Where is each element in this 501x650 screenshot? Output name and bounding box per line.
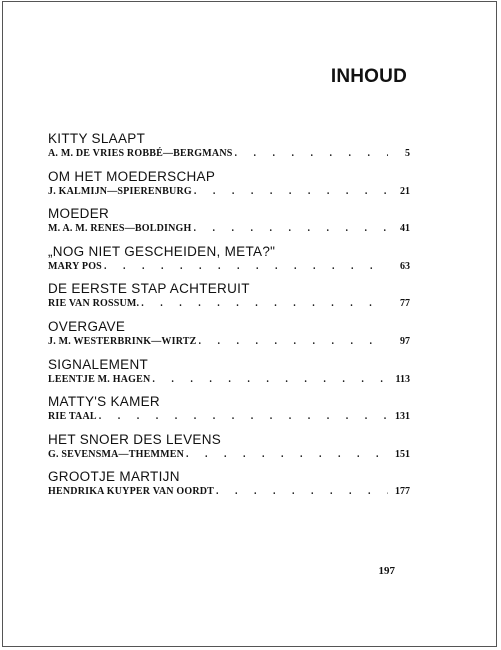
entry-page-number: 5 — [405, 148, 410, 159]
entry-page-number: 177 — [395, 486, 410, 498]
entry-page-number: 41 — [400, 223, 410, 235]
toc-entry — [48, 244, 410, 282]
entry-line — [48, 410, 410, 424]
toc-entry — [48, 281, 410, 319]
toc-entry — [48, 319, 410, 357]
entry-title: OVERGAVE — [48, 318, 126, 334]
entry-line — [48, 185, 410, 199]
entry-page-number: 63 — [400, 260, 410, 272]
table-of-contents — [48, 131, 410, 507]
dot-leader — [235, 147, 388, 161]
entry-line — [48, 335, 410, 349]
dot-leader — [99, 410, 388, 424]
toc-entry — [48, 206, 410, 244]
entry-title: KITTY SLAAPT — [48, 131, 146, 146]
entry-line — [48, 297, 410, 311]
entry-page-number: 97 — [400, 335, 410, 347]
toc-entry — [48, 169, 410, 207]
entry-author: RIE TAAL — [48, 411, 97, 423]
entry-author: J. KALMIJN—SPIERENBURG — [48, 185, 192, 197]
folio-page-number: 197 — [378, 565, 395, 577]
entry-author: MARY POS — [48, 260, 102, 272]
entry-line — [48, 260, 410, 274]
entry-line — [48, 222, 410, 236]
entry-line — [48, 147, 410, 161]
toc-entry — [48, 131, 410, 169]
entry-page-number: 21 — [400, 185, 410, 197]
dot-leader — [152, 373, 388, 387]
dot-leader — [194, 185, 388, 199]
entry-title: SIGNALEMENT — [48, 356, 149, 372]
entry-title: MATTY'S KAMER — [48, 394, 160, 410]
entry-author: RIE VAN ROSSUM. — [48, 298, 140, 310]
entry-line — [48, 373, 410, 387]
entry-title: DE EERSTE STAP ACHTERUIT — [48, 281, 250, 297]
entry-title: „NOG NIET GESCHEIDEN, META?" — [48, 243, 276, 259]
entry-title: HET SNOER DES LEVENS — [48, 431, 222, 447]
dot-leader — [199, 335, 388, 349]
dot-leader — [194, 222, 388, 236]
toc-entry — [48, 432, 410, 470]
dot-leader — [141, 297, 388, 311]
page-heading: INHOUD — [330, 66, 407, 87]
entry-page-number: 151 — [395, 448, 410, 460]
dot-leader — [216, 485, 388, 499]
toc-entry — [48, 357, 410, 395]
dot-leader — [104, 260, 388, 274]
entry-title: OM HET MOEDERSCHAP — [48, 168, 216, 184]
entry-author: A. M. DE VRIES ROBBÉ—BERGMANS — [48, 148, 233, 159]
entry-page-number: 113 — [395, 373, 410, 385]
dot-leader — [186, 448, 388, 462]
entry-author: LEENTJE M. HAGEN — [48, 373, 151, 385]
entry-author: G. SEVENSMA—THEMMEN — [48, 448, 185, 460]
entry-page-number: 77 — [400, 298, 410, 310]
entry-author: HENDRIKA KUYPER VAN OORDT — [48, 486, 215, 498]
entry-author: M. A. M. RENES—BOLDINGH — [48, 223, 192, 235]
entry-title: MOEDER — [48, 206, 110, 222]
toc-entry — [48, 394, 410, 432]
entry-author: J. M. WESTERBRINK—WIRTZ — [48, 335, 197, 347]
toc-entry — [48, 469, 410, 507]
entry-title: GROOTJE MARTIJN — [48, 469, 180, 485]
entry-page-number: 131 — [395, 411, 410, 423]
entry-line — [48, 485, 410, 499]
entry-line — [48, 448, 410, 462]
